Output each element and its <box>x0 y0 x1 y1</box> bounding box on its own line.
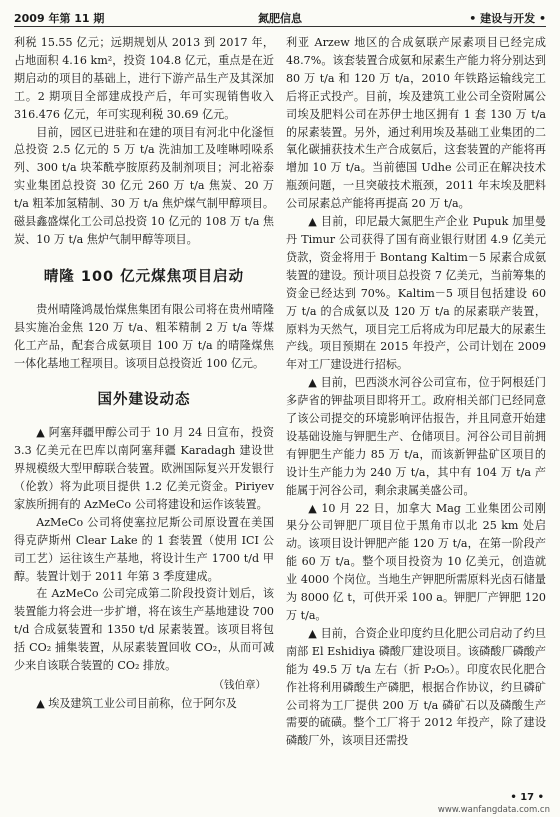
page-header <box>14 6 546 28</box>
section-heading: 国外建设动态 <box>97 392 191 409</box>
paragraph: ▲ 阿塞拜疆甲醇公司于 10 月 24 日宣布，投资 3.3 亿美元在巴库以南阿塞拜疆 Karadagh 建设世界规模级大型甲醇联合装置。欧洲国际复兴开发银行（伦敦）将为此项目提供 1.2 亿美元资金。Piriyev 家族所拥有的 AzMeCo 公司将建设和运作该装置。 <box>14 426 274 511</box>
left-column <box>14 34 274 713</box>
paragraph: ▲ 目前，巴西淡水河谷公司宣布，位于阿根廷门多萨省的钾盐项目即将开工。政府相关部门已经同意了该公司提交的环境影响评估报告，并且同意开始建设基础设施与钾肥生产、仓储项目。河谷公司目前拥有钾肥生产能力 85 万 t/a，而该新钾盐矿区项目的设计生产能力为 240 万 t/a，其中有 104 万 t/a 产能属于河谷公司，剩余隶属美盛公司。 <box>286 376 546 497</box>
paragraph: AzMeCo 公司将使塞拉尼斯公司原设置在美国得克萨斯州 Clear Lake 的 1 套装置（使用 ICI 公司工艺）运往该生产基地，将设计生产 1700 t/d 甲醇。装置计划于 2011 年第 3 季度建成。 <box>14 515 274 583</box>
paragraph: 贵州晴隆鸿晟怡煤焦集团有限公司将在贵州晴隆县实施冶金焦 120 万 t/a、粗苯精制 2 万 t/a 等煤化工产品，配套合成氨项目 100 万 t/a 的晴隆煤焦一体化基地工程项目。该项目总投资近 100 亿元。 <box>14 302 274 370</box>
header-rule <box>14 26 546 27</box>
paragraph: 在 AzMeCo 公司完成第二阶段投资计划后，该装置能力将会进一步扩增，将在该生产基地建设 700 t/d 合成氨装置和 1350 t/d 尿素装置。该项目将包括 CO₂ 捕集装置，从尿素装置回收 CO₂，从而可减少来自该联合装置的 CO₂ 排放。 <box>14 587 274 673</box>
section-label: • 建设与开发 • <box>469 12 546 25</box>
section-heading: 晴隆 100 亿元煤焦项目启动 <box>43 268 245 285</box>
paragraph: ▲ 埃及建筑工业公司目前称，位于阿尔及 <box>36 696 237 710</box>
journal-title: 氮肥信息 <box>258 12 302 25</box>
paragraph: ▲ 10 月 22 日，加拿大 Mag 工业集团公司刚果分公司钾肥厂项目位于黑角市以北 25 km 处启动。该项目设计钾肥产能 120 万 t/a，在第一阶段产能 60 万 t/a。整个项目投资为 10 亿美元，创造就业 4000 个岗位。当地生产钾肥所需原料光卤石储量为 8000 亿 t，可供开采 100 a。钾肥厂产钾肥 120 万 t/a。 <box>286 501 546 622</box>
page-number: • 17 • <box>510 792 544 803</box>
author-credit: （钱伯章） <box>213 679 266 691</box>
paragraph: ▲ 目前，合资企业印度约旦化肥公司启动了约旦南部 El Eshidiya 磷酸厂建设项目。该磷酸厂磷酸产能为 49.5 万 t/a 左右（折 P₂O₅）。印度农民化肥合作社将利用磷酸生产磷肥，根据合作协议，约旦磷矿公司将为工厂提供 200 万 t/a 磷矿石以及磷酸生产需要的硫磺。整个工厂将于 2012 年投产，除了建设磷酸厂外，该项目还需投 <box>286 626 546 748</box>
right-column <box>286 34 546 750</box>
issue-label: 2009 年第 11 期 <box>14 12 105 25</box>
paragraph: 利亚 Arzew 地区的合成氨联产尿素项目已经完成 48.7%。该套装置合成氨和尿素生产能力将分别达到 80 万 t/a 和 120 万 t/a，2010 年铁路运输线完工后将正式投产。目前，埃及建筑工业公司全资附属公司埃及肥料公司在苏伊士地区拥有 1 套 130 万 t/a 的尿素装置。另外，通过利用埃及基础工业集团的二氧化碳捕获技术生产合成氨后，这套装置的产能将再增加 10 万 t/a。当前德国 Udhe 公司正在解决技术瓶颈问题，一旦突破技术瓶颈，2011 年末埃及肥料公司尿素总产能将再提高 20 万 t/a。 <box>286 36 546 211</box>
paragraph: 利税 15.55 亿元；远期规划从 2013 到 2017 年，占地面积 4.16 km²，投资 104.8 亿元，重点是在近期启动的项目的基础上，进行下游产品生产及其深加工。2 期项目全部建成投产后，年可实现销售收入 316.476 亿元，年可实现利税 30.69 亿元。 <box>14 36 274 121</box>
watermark: www.wanfangdata.com.cn <box>437 805 550 815</box>
paragraph: 目前，园区已进驻和在建的项目有河北中化滏恒总投资 2.5 亿元的 5 万 t/a 洗油加工及喹啉吲哚系列、300 t/a 块苯酰亭胺原药及制剂项目；河北裕泰实业集团总投资 30 亿元 260 万 t/a 焦炭、20 万 t/a 粗苯加氢精制、30 万 t/a 焦炉煤气制甲醇项目。磁县鑫盛煤化工公司总投资 10 亿元的 108 万 t/a 焦炭、10 万 t/a 焦炉气制甲醇等项目。 <box>14 125 274 246</box>
paragraph: ▲ 目前，印尼最大氮肥生产企业 Pupuk 加里曼丹 Timur 公司获得了国有商业银行财团 4.9 亿美元贷款，资金将用于 Bontang Kaltim－5 尿素合成氨装置的建设。预计项目总投资 7 亿美元，当前筹集的资金已经达到 70%。Kaltim－5 项目包括建设 60 万 t/a 的合成氨以及 120 万 t/a 的尿素联产装置，原料为天然气，项目完工后将成为印尼最大的尿素生产线。项目预期在 2015 年投产，公司计划在 2009 年对工厂建设进行招标。 <box>286 215 546 372</box>
